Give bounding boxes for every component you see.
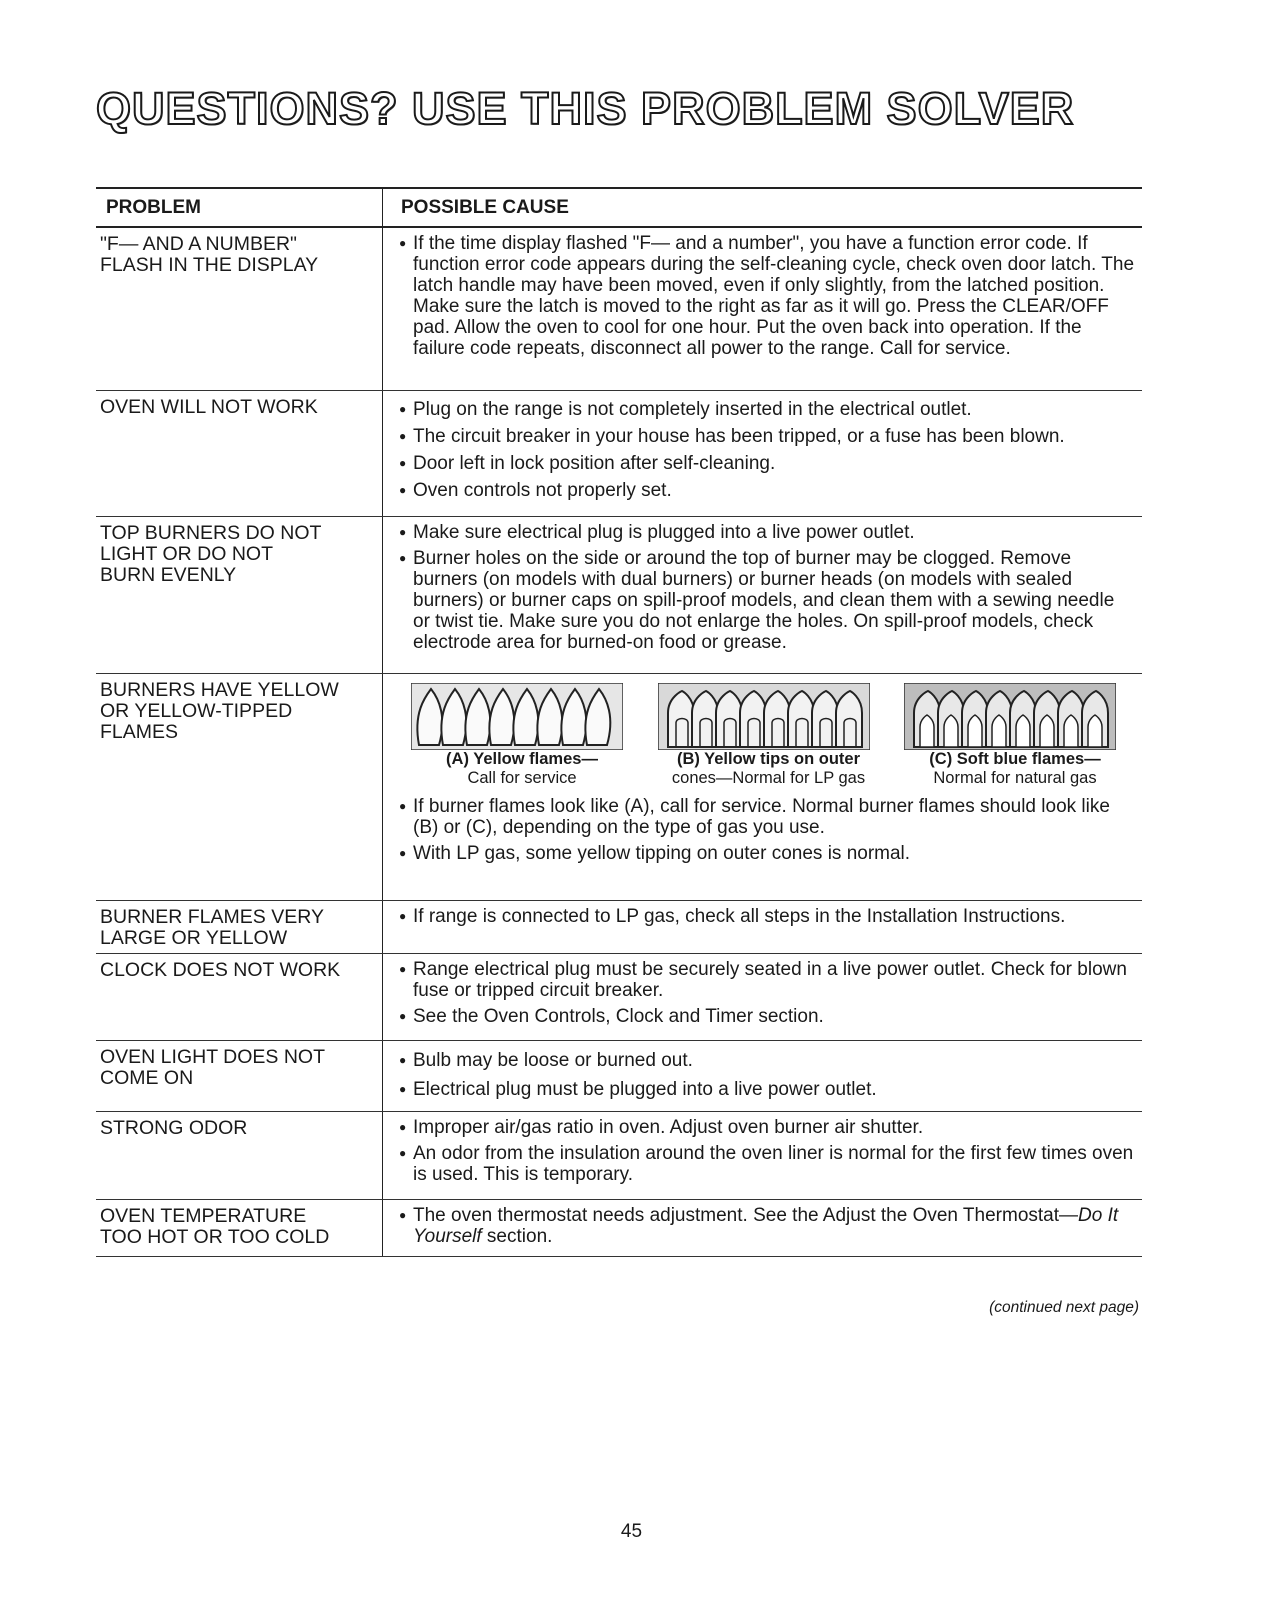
- cause-text: An odor from the insulation around the oven liner is normal for the first few times oven is used. This is temporary.: [413, 1143, 1134, 1185]
- table-row: [96, 391, 1142, 517]
- problem-cell: [96, 954, 383, 1040]
- cause-text: If range is connected to LP gas, check all steps in the Installation Instructions.: [413, 906, 1066, 927]
- problem-text: BURNERS HAVE YELLOW: [100, 679, 339, 701]
- cause-item: [399, 1006, 1136, 1027]
- problem-text: FLASH IN THE DISPLAY: [100, 254, 319, 276]
- cause-text: Plug on the range is not completely inserted in the electrical outlet.: [413, 399, 972, 420]
- cause-item: [399, 959, 1136, 1001]
- cause-text: Bulb may be loose or burned out.: [413, 1050, 693, 1071]
- problem-text: TOP BURNERS DO NOT: [100, 522, 322, 544]
- bullet-icon: ●: [399, 456, 407, 470]
- problem-cell: [96, 1112, 383, 1199]
- flame-caption-title: (B) Yellow tips on outer: [676, 750, 861, 768]
- cause-text: Oven controls not properly set.: [413, 480, 672, 501]
- cause-text: Improper air/gas ratio in oven. Adjust oven burner air shutter.: [413, 1117, 924, 1138]
- yellow-tipped-flames-illustration: [658, 683, 870, 750]
- bullet-icon: ●: [399, 236, 407, 250]
- cause-item: [399, 423, 1136, 450]
- flame-figure-a: [403, 683, 641, 788]
- bullet-icon: ●: [399, 1053, 407, 1067]
- problem-text: BURN EVENLY: [100, 564, 237, 586]
- header-problem: PROBLEM: [96, 189, 383, 226]
- bullet-icon: ●: [399, 429, 407, 443]
- cause-text: With LP gas, some yellow tipping on outer cones is normal.: [413, 843, 911, 864]
- bullet-icon: ●: [399, 909, 407, 923]
- table-row: [96, 517, 1142, 674]
- cause-item: [399, 1046, 1136, 1075]
- cause-item: [399, 233, 1136, 359]
- cause-text: See the Oven Controls, Clock and Timer section.: [413, 1006, 824, 1027]
- flame-caption-title: (A) Yellow flames—: [446, 750, 598, 768]
- problem-text: OVEN LIGHT DOES NOT: [100, 1046, 326, 1068]
- problem-cell: [96, 517, 383, 673]
- cause-item: [399, 450, 1136, 477]
- bullet-icon: ●: [399, 1082, 407, 1096]
- problem-text: OVEN WILL NOT WORK: [100, 396, 318, 418]
- cause-text: Door left in lock position after self-cleaning.: [413, 453, 776, 474]
- problem-text: TOO HOT OR TOO COLD: [100, 1226, 330, 1248]
- bullet-icon: ●: [399, 1208, 407, 1222]
- cause-text: Range electrical plug must be securely seated in a live power outlet. Check for blown fuse or tripped circuit breaker.: [413, 959, 1127, 1001]
- flame-figure-b: [650, 683, 888, 788]
- table-row: [96, 674, 1142, 901]
- cause-item: [399, 396, 1136, 423]
- cause-cell: [383, 674, 1142, 900]
- cause-text: The circuit breaker in your house has been tripped, or a fuse has been blown.: [413, 426, 1065, 447]
- blue-flames-illustration: [904, 683, 1116, 750]
- cause-text: The oven thermostat needs adjustment. See the Adjust the Oven Thermostat—: [413, 1205, 1079, 1226]
- bullet-icon: ●: [399, 846, 407, 860]
- cause-text: If the time display flashed "F— and a number", you have a function error code. If function error code appears during the self-cleaning cycle, check oven door latch. The latch handle may have been moved, even if only slightly, from the latched position. Make sure the latch is moved to the right as far as it will go. Press the CLEAR/OFF pad. Allow the oven to cool for one hour. Put the oven back into operation. If the failure code repeats, disconnect all power to the range. Call for service.: [413, 233, 1135, 359]
- flame-caption: Call for service: [467, 769, 577, 787]
- problem-cell: [96, 391, 383, 516]
- flame-figure-c: [896, 683, 1134, 788]
- bullet-icon: ●: [399, 1120, 407, 1134]
- cause-cell: [383, 517, 1142, 673]
- problem-cell: [96, 674, 383, 900]
- cause-italic-text: Do It Yourself: [413, 1205, 1119, 1247]
- cause-item: [399, 522, 1136, 543]
- bullet-icon: ●: [399, 799, 407, 813]
- cause-item: [399, 843, 1136, 864]
- bullet-icon: ●: [399, 402, 407, 416]
- cause-cell: [383, 391, 1142, 516]
- page-number: 45: [620, 1521, 643, 1542]
- cause-item: [399, 1143, 1136, 1185]
- flame-caption-title: (C) Soft blue flames—: [929, 750, 1101, 768]
- table-row: [96, 1112, 1142, 1200]
- cause-cell: [383, 901, 1142, 953]
- cause-cell: [383, 1041, 1142, 1111]
- problem-cell: [96, 1200, 383, 1256]
- cause-text: Electrical plug must be plugged into a live power outlet.: [413, 1079, 877, 1100]
- table-row: [96, 228, 1142, 391]
- cause-item: [399, 1117, 1136, 1138]
- cause-item: [399, 1205, 1136, 1247]
- bullet-icon: ●: [399, 1009, 407, 1023]
- table-header: [96, 187, 1142, 228]
- flame-illustrations: [399, 679, 1136, 788]
- bullet-icon: ●: [399, 1146, 407, 1160]
- problem-text: BURNER FLAMES VERY: [100, 906, 324, 928]
- cause-item: [399, 548, 1136, 653]
- cause-text: If burner flames look like (A), call for service. Normal burner flames should look like (B) or (C), depending on the type of gas you use.: [413, 796, 1110, 838]
- problem-solver-table: [96, 187, 1142, 1257]
- cause-item: [399, 477, 1136, 504]
- cause-text-tail: section.: [481, 1226, 553, 1247]
- problem-text: OR YELLOW-TIPPED: [100, 700, 293, 722]
- flame-caption: cones—Normal for LP gas: [671, 769, 866, 787]
- cause-cell: [383, 1112, 1142, 1199]
- table-row: [96, 1200, 1142, 1257]
- continued-note: (continued next page): [989, 1299, 1139, 1316]
- table-row: [96, 954, 1142, 1041]
- problem-cell: [96, 901, 383, 953]
- cause-cell: [383, 1200, 1142, 1256]
- header-possible-cause: POSSIBLE CAUSE: [401, 197, 569, 218]
- bullet-icon: ●: [399, 483, 407, 497]
- bullet-icon: ●: [399, 551, 407, 565]
- cause-item: [399, 1075, 1136, 1104]
- problem-text: LIGHT OR DO NOT: [100, 543, 273, 565]
- yellow-flames-illustration: [411, 683, 623, 750]
- flame-caption: Normal for natural gas: [933, 769, 1097, 787]
- problem-cell: [96, 228, 383, 390]
- page-title: QUESTIONS? USE THIS PROBLEM SOLVER: [96, 83, 1075, 134]
- cause-item: [399, 906, 1136, 927]
- cause-cell: [383, 228, 1142, 390]
- problem-text: COME ON: [100, 1067, 194, 1089]
- problem-text: OVEN TEMPERATURE: [100, 1205, 307, 1227]
- bullet-icon: ●: [399, 525, 407, 539]
- problem-cell: [96, 1041, 383, 1111]
- cause-text: Make sure electrical plug is plugged into a live power outlet.: [413, 522, 915, 543]
- problem-text: CLOCK DOES NOT WORK: [100, 959, 341, 981]
- cause-text: Burner holes on the side or around the top of burner may be clogged. Remove burners (on models with dual burners) or burner heads (on models with sealed burners) or burner caps on spill-proof models, and clean them with a sewing needle or twist tie. Make sure you do not enlarge the holes. On spill-proof models, check electrode area for burned-on food or grease.: [413, 548, 1115, 653]
- table-row: [96, 901, 1142, 954]
- cause-cell: [383, 954, 1142, 1040]
- bullet-icon: ●: [399, 962, 407, 976]
- problem-text: "F— AND A NUMBER": [100, 233, 297, 255]
- problem-text: FLAMES: [100, 721, 179, 743]
- problem-text: LARGE OR YELLOW: [100, 927, 288, 949]
- cause-item: [399, 796, 1136, 838]
- table-row: [96, 1041, 1142, 1112]
- problem-text: STRONG ODOR: [100, 1117, 248, 1139]
